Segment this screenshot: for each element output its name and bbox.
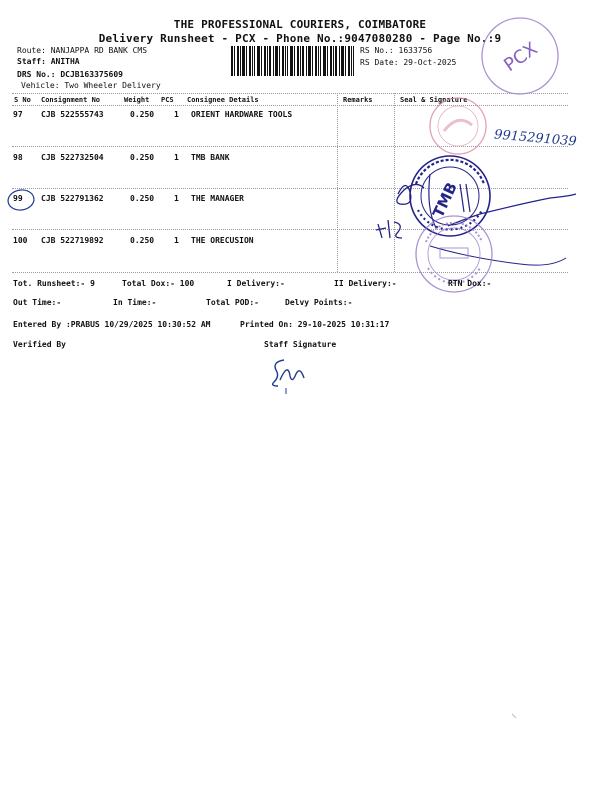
vehicle-label: Vehicle: Two Wheeler Delivery xyxy=(21,81,161,90)
row-consignment: CJB 522719892 xyxy=(41,236,104,245)
row-weight: 0.250 xyxy=(130,236,155,245)
row-pcs: 1 xyxy=(174,236,179,245)
col-header-pcs: PCS xyxy=(161,96,174,104)
total-pod: Total POD:- xyxy=(206,298,259,307)
col-header-sno: S No xyxy=(14,96,31,104)
row-sno: 99 xyxy=(13,194,23,203)
staff-signature-scribble xyxy=(266,352,312,396)
col-header-weight: Weight xyxy=(124,96,150,104)
col-header-seal: Seal & Signature xyxy=(400,96,468,104)
second-delivery: II Delivery:- xyxy=(334,279,397,288)
first-delivery: I Delivery:- xyxy=(227,279,285,288)
row-consignment: CJB 522791362 xyxy=(41,194,104,203)
row-pcs: 1 xyxy=(174,153,179,162)
row-weight: 0.250 xyxy=(130,194,155,203)
staff-label: Staff: ANITHA xyxy=(17,57,80,66)
row-consignee: TMB BANK xyxy=(191,153,230,162)
row-consignment: CJB 522555743 xyxy=(41,110,104,119)
col-header-consignment: Consignment No xyxy=(41,96,101,104)
row-sno: 100 xyxy=(13,236,28,245)
row-consignment: CJB 522732504 xyxy=(41,153,104,162)
staff-signature-label: Staff Signature xyxy=(264,340,337,349)
col-header-consignee: Consignee Details xyxy=(187,96,259,104)
rs-date: RS Date: 29-Oct-2025 xyxy=(360,58,457,67)
pcx-stamp-text: PCX xyxy=(500,38,542,77)
row-weight: 0.250 xyxy=(130,153,155,162)
pen-circle-mark xyxy=(5,186,39,214)
pink-seal-stamp xyxy=(424,95,492,157)
row-consignee: THE MANAGER xyxy=(191,194,244,203)
route-label: Route: NANJAPPA RD BANK CMS xyxy=(17,46,148,55)
barcode-image xyxy=(231,46,354,76)
runsheet-company-title: THE PROFESSIONAL COURIERS, COIMBATORE xyxy=(173,18,427,31)
delivery-points: Delvy Points:- xyxy=(285,298,353,307)
pcx-stamp xyxy=(478,14,562,98)
row-pcs: 1 xyxy=(174,110,179,119)
row-sno: 98 xyxy=(13,153,23,162)
row-weight: 0.250 xyxy=(130,110,155,119)
verified-by: Verified By xyxy=(13,340,66,349)
return-dox: RTN Dox:- xyxy=(448,279,492,288)
remarks-column-rule xyxy=(337,93,338,272)
scan-speck xyxy=(510,712,520,722)
runsheet-subtitle: Delivery Runsheet - PCX - Phone No.:9047080280 - Page No.:9 xyxy=(98,32,502,45)
row-consignee: ORIENT HARDWARE TOOLS xyxy=(191,110,293,119)
table-top-rule xyxy=(12,93,568,94)
row-sno: 97 xyxy=(13,110,23,119)
col-header-remarks: Remarks xyxy=(343,96,373,104)
row-consignee: THE ORECUSION xyxy=(191,236,254,245)
out-time: Out Time:- xyxy=(13,298,62,307)
in-time: In Time:- xyxy=(113,298,157,307)
entered-by: Entered By :PRABUS 10/29/2025 10:30:52 AM xyxy=(13,320,211,329)
bank-seal-text: TMB xyxy=(429,179,461,221)
printed-on: Printed On: 29-10-2025 10:31:17 xyxy=(240,320,390,329)
total-runsheet: Tot. Runsheet:- 9 xyxy=(13,279,95,288)
total-dox: Total Dox:- 100 xyxy=(122,279,195,288)
row-pcs: 1 xyxy=(174,194,179,203)
handwritten-phone-number: 9915291039 xyxy=(493,127,578,150)
drs-number: DRS No.: DCJB163375609 xyxy=(17,70,123,79)
rs-number: RS No.: 1633756 xyxy=(360,46,433,55)
